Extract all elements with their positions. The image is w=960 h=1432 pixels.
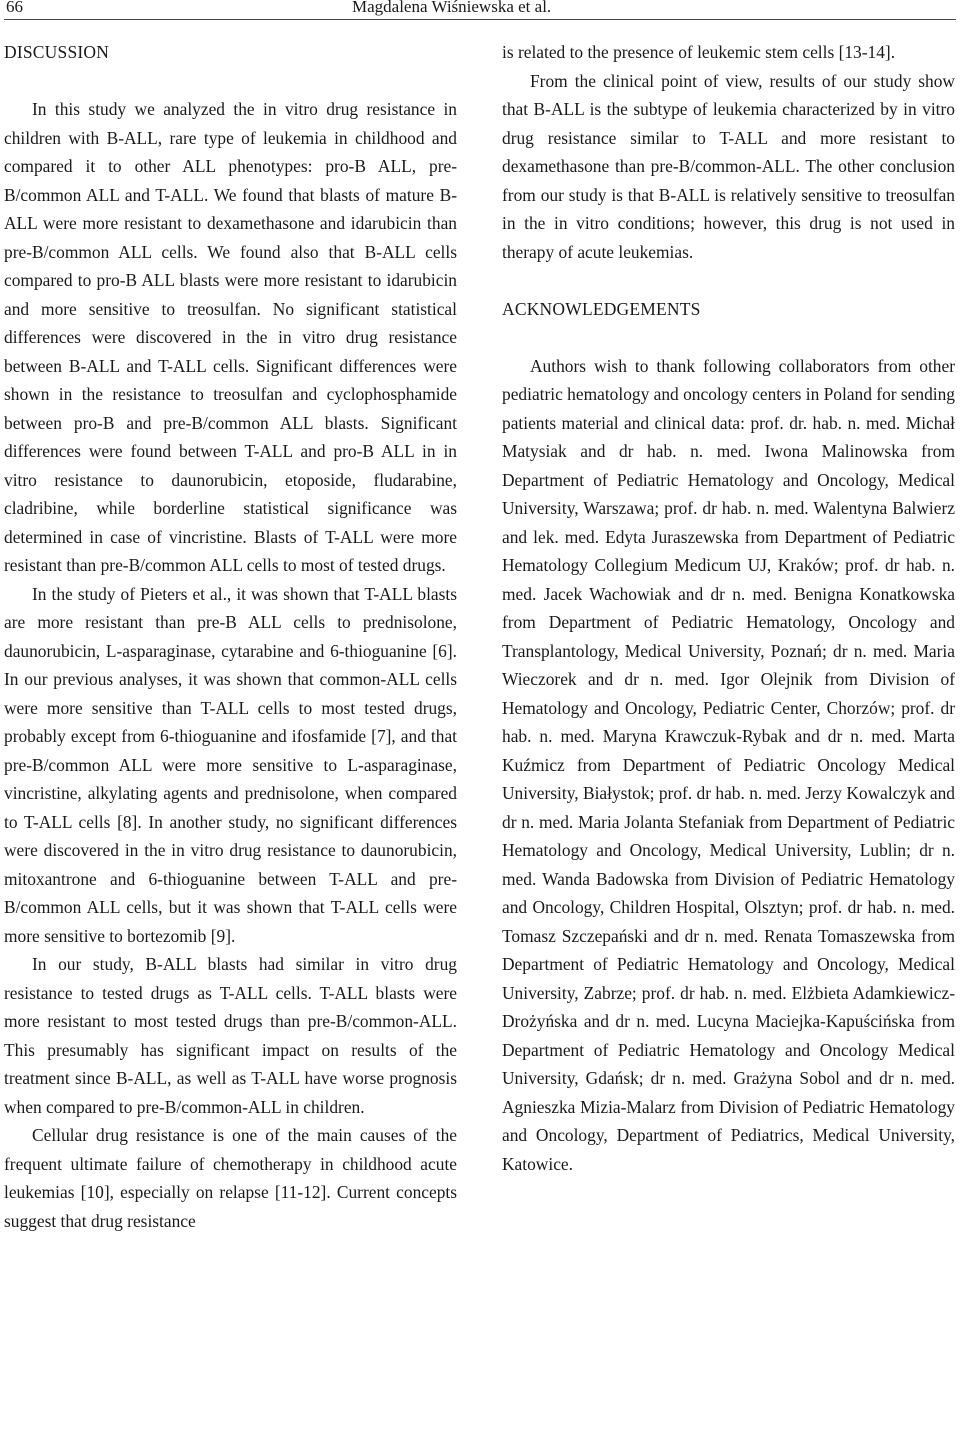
discussion-paragraph-2: In the study of Pieters et al., it was shown that T-ALL blasts are more resistant than pre-B ALL cells to prednisolone, daunorubicin, L-asparaginase, cytarabine and 6-thioguanine [6]. In our previous analyses, it was shown that common-ALL cells were more sensitive than T-ALL cells to most tested drugs, probably except from 6-thioguanine and ifosfamide [7], and that pre-B/common ALL were more sensitive to L-asparaginase, vincristine, alkylating agents and prednisolone, when compared to T-ALL cells [8]. In another study, no significant differences were discovered in the in vitro drug resistance to daunorubicin, mitoxantrone and 6-thioguanine between T-ALL and pre-B/common ALL cells, but it was shown that T-ALL cells were more sensitive to bortezomib [9]. bbox=[4, 583, 457, 946]
left-column bbox=[4, 38, 457, 1235]
header-rule bbox=[4, 19, 956, 20]
discussion-heading: DISCUSSION bbox=[4, 42, 110, 62]
discussion-paragraph-1: In this study we analyzed the in vitro drug resistance in children with B-ALL, rare type of leukemia in childhood and compared it to other ALL phenotypes: pro-B ALL, pre-B/common ALL and T-ALL. We found that blasts of mature B-ALL were more resistant to dexamethasone and idarubicin than pre-B/common ALL cells. We found also that B-ALL cells compared to pro-B ALL blasts were more resistant to idarubicin and more sensitive to treosulfan. No significant statistical differences were discovered in the in vitro drug resistance between B-ALL and T-ALL cells. Significant differences were shown in the resistance to treosulfan and cyclophosphamide between pro-B and pre-B/common ALL blasts. Significant differences were found between T-ALL and pro-B ALL in in vitro resistance to daunorubicin, etoposide, fludarabine, cladribine, while borderline statistical significance was determined in case of vincristine. Blasts of T-ALL were more resistant than pre-B/common ALL cells to most of tested drugs. bbox=[4, 99, 457, 575]
page-number: 66 bbox=[6, 0, 23, 16]
section-gap bbox=[502, 266, 955, 295]
discussion-paragraph-3: In our study, B-ALL blasts had similar in vitro drug resistance to tested drugs as T-ALL cells. T-ALL blasts were more resistant to most tested drugs than pre-B/common-ALL. This presumably has significant impact on results of the treatment since B-ALL, as well as T-ALL have worse prognosis when compared to pre-B/common-ALL in children. bbox=[4, 954, 457, 1117]
discussion-continuation: is related to the presence of leukemic stem cells [13-14]. bbox=[502, 42, 896, 62]
running-authors: Magdalena Wiśniewska et al. bbox=[352, 0, 552, 16]
running-header bbox=[0, 0, 960, 20]
discussion-paragraph-5: From the clinical point of view, results of our study show that B-ALL is the subtype of leukemia characterized by in vitro drug resistance similar to T-ALL and more resistant to dexamethasone than pre-B/common-ALL. The other conclusion from our study is that B-ALL is relatively sensitive to treosulfan in the in vitro conditions; however, this drug is not used in therapy of acute leukemias. bbox=[502, 70, 955, 262]
acknowledgements-paragraph: Authors wish to thank following collaborators from other pediatric hematology and oncology centers in Poland for sending patients material and clinical data: prof. dr. hab. n. med. Michał Matysiak and dr hab. n. med. Iwona Malinowska from Department of Pediatric Hematology and Oncology, Medical University, Warszawa; prof. dr hab. n. med. Walentyna Balwierz and lek. med. Edyta Juraszewska from Department of Pediatric Hematology Collegium Medicum UJ, Kraków; prof. dr hab. n. med. Jacek Wachowiak and dr n. med. Benigna Konatkowska from Department of Pediatric Hematology, Oncology and Transplantology, Medical University, Poznań; dr n. med. Maria Wieczorek and dr n. med. Igor Olejnik from Division of Hematology and Oncology, Pediatric Center, Chorzów; prof. dr hab. n. med. Maryna Krawczuk-Rybak and dr n. med. Marta Kuźmicz from Department of Pediatric Oncology Medical University, Białystok; prof. dr hab. n. med. Jerzy Kowalczyk and dr n. med. Maria Jolanta Stefaniak from Department of Pediatric Hematology and Oncology, Medical University, Lublin; dr n. med. Wanda Badowska from Division of Pediatric Hematology and Oncology, Children Hospital, Olsztyn; prof. dr hab. n. med. Tomasz Szczepański and dr n. med. Renata Tomaszewska from Department of Pediatric Hematology and Oncology, Medical University, Zabrze; prof. dr hab. n. med. Elżbieta Adamkiewicz-Drożyńska and dr n. med. Lucyna Maciejka-Kapuścińska from Department of Pediatric Hematology and Oncology Medical University, Gdańsk; dr n. med. Grażyna Sobol and dr n. med. Agnieszka Mizia-Malarz from Division of Pediatric Hematology and Oncology, Department of Pediatrics, Medical University, Katowice. bbox=[502, 355, 956, 1174]
right-column bbox=[502, 38, 955, 1178]
discussion-paragraph-4: Cellular drug resistance is one of the main causes of the frequent ultimate failure of chemotherapy in childhood acute leukemias [10], especially on relapse [11-12]. Current concepts suggest that drug resistance bbox=[4, 1125, 457, 1231]
acknowledgements-heading: ACKNOWLEDGEMENTS bbox=[502, 298, 701, 319]
